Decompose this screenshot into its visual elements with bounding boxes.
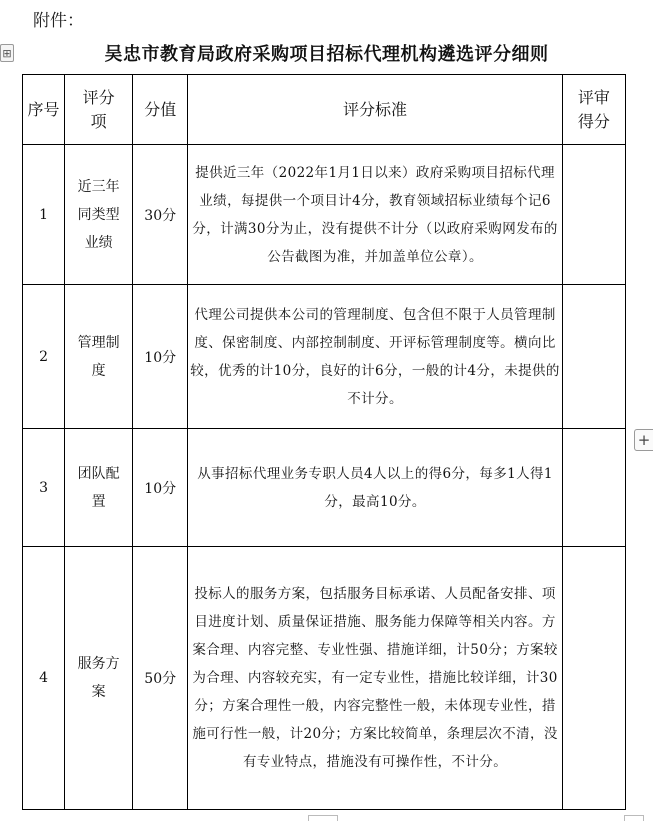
- row-review-cell[interactable]: [562, 285, 625, 429]
- plus-icon[interactable]: +: [634, 429, 653, 451]
- row-criteria: 投标人的服务方案，包括服务目标承诺、人员配备安排、项目进度计划、质量保证措施、服务能力保障等相关内容。方案合理、内容完整、专业性强、措施详细，计50分；方案较为合理、内容较充实，有一定专业性，措施比较详细，计30分；方案合理性一般，内容完整性一般，未体现专业性，措施可行性一般，计20分；方案比较简单，条理层次不清，没有专业特点，措施没有可操作性，不计分。: [188, 547, 563, 810]
- row-number: 4: [23, 547, 65, 810]
- table-row: [23, 547, 626, 810]
- attachment-label: 附件：: [33, 11, 84, 31]
- document-title: 吴忠市教育局政府采购项目招标代理机构遴选评分细则: [104, 44, 549, 65]
- row-number: 3: [23, 429, 65, 547]
- header-score: 分值: [133, 75, 188, 145]
- row-review-cell[interactable]: [562, 429, 625, 547]
- page-break-marker: [624, 815, 644, 821]
- row-item: 近三年同类型业绩: [65, 145, 133, 285]
- row-score: 50分: [133, 547, 188, 810]
- header-criteria: 评分标准: [188, 75, 563, 145]
- row-criteria: 从事招标代理业务专职人员4人以上的得6分，每多1人得1分，最高10分。: [188, 429, 563, 547]
- row-number: 2: [23, 285, 65, 429]
- table-row: [23, 145, 626, 285]
- table-header-row: [23, 75, 626, 145]
- move-handle-icon[interactable]: ⊞: [0, 44, 14, 62]
- row-score: 30分: [133, 145, 188, 285]
- row-score: 10分: [133, 285, 188, 429]
- row-item: 管理制度: [65, 285, 133, 429]
- table-row: [23, 429, 626, 547]
- row-criteria: 代理公司提供本公司的管理制度、包含但不限于人员管理制度、保密制度、内部控制制度、开评标管理制度等。横向比较，优秀的计10分，良好的计6分，一般的计4分，未提供的不计分。: [188, 285, 563, 429]
- header-item: 评分项: [65, 75, 133, 145]
- row-number: 1: [23, 145, 65, 285]
- scoring-table: [22, 74, 626, 810]
- table-row: [23, 285, 626, 429]
- header-review: 评审得分: [562, 75, 625, 145]
- row-review-cell[interactable]: [562, 145, 625, 285]
- row-item: 服务方案: [65, 547, 133, 810]
- row-criteria: 提供近三年（2022年1月1日以来）政府采购项目招标代理业绩，每提供一个项目计4分，教育领域招标业绩每个记6分，计满30分为止，没有提供不计分（以政府采购网发布的公告截图为准，并加盖单位公章）。: [188, 145, 563, 285]
- row-review-cell[interactable]: [562, 547, 625, 810]
- row-score: 10分: [133, 429, 188, 547]
- page-break-marker: [308, 815, 338, 821]
- header-number: 序号: [23, 75, 65, 145]
- row-item: 团队配置: [65, 429, 133, 547]
